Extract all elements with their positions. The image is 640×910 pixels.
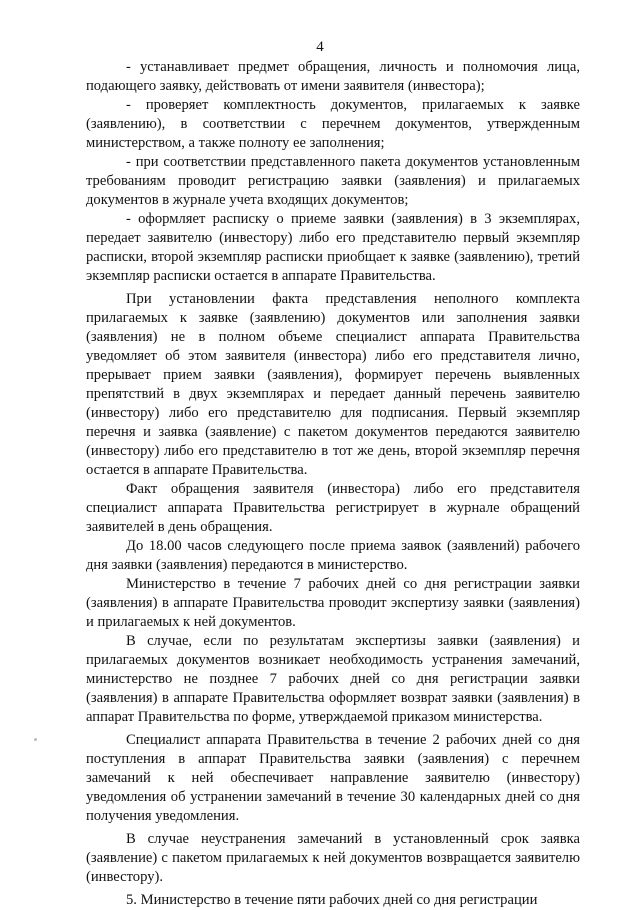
paragraph-transfer-deadline: До 18.00 часов следующего после приема заявок (заявлений) рабочего дня заявки (заявления) передаются в министерство.: [86, 538, 580, 573]
scan-speck: [34, 738, 37, 741]
paragraph-expertise: Министерство в течение 7 рабочих дней со дня регистрации заявки (заявления) в аппарате Правительства проводит экспертизу заявки (заявления) и прилагаемых к ней документов.: [86, 576, 580, 630]
paragraph-list-item-4: - оформляет расписку о приеме заявки (заявления) в 3 экземплярах, передает заявителю (инвестору) либо его представителю первый экземпляр расписки, второй экземпляр расписки приобщает к заявке (заявлению), третий экземпляр расписки остается в аппарате Правительства.: [86, 211, 580, 284]
paragraph-list-item-2: - проверяет комплектность документов, прилагаемых к заявке (заявлению), в соответствии с перечнем документов, утвержденным министерством, а также полноту ее заполнения;: [86, 97, 580, 151]
page-number: 4: [316, 39, 324, 55]
paragraph-incomplete-package: При установлении факта представления неполного комплекта прилагаемых к заявке (заявлению) документов или заполнения заявки (заявления) не в полном объеме специалист аппарата Правительства уведомляет об этом заявителя (инвестора) либо его представителя лично, прерывает прием заявки (заявления), формирует перечень выявленных препятствий в двух экземплярах и передает данный перечень заявителю (инвестору) либо его представителю для подписания. Первый экземпляр перечня и заявка (заявление) с пакетом документов передаются заявителю (инвестору) либо его представителю в тот же день, второй экземпляр перечня остается в аппарате Правительства.: [86, 291, 580, 478]
paragraph-list-item-1: - устанавливает предмет обращения, личность и полномочия лица, подающего заявку, действовать от имени заявителя (инвестора);: [86, 59, 580, 94]
paragraph-remarks-return: В случае, если по результатам экспертизы заявки (заявления) и прилагаемых документов возникает необходимость устранения замечаний, министерство не позднее 7 рабочих дней со дня регистрации заявки (заявления) в аппарате Правительства оформляет возврат заявки (заявления) в аппарат Правительства по форме, утверждаемой приказом министерства.: [86, 633, 580, 725]
paragraph-section-5: 5. Министерство в течение пяти рабочих дней со дня регистрации: [126, 892, 538, 908]
paragraph-non-elimination: В случае неустранения замечаний в установленный срок заявка (заявление) с пакетом прилагаемых к ней документов возвращается заявителю (инвестору).: [86, 831, 580, 885]
paragraph-list-item-3: - при соответствии представленного пакета документов установленным требованиям проводит регистрацию заявки (заявления) и прилагаемых документов в журнале учета входящих документов;: [86, 154, 580, 208]
paragraph-notification: Специалист аппарата Правительства в течение 2 рабочих дней со дня поступления в аппарат Правительства заявки (заявления) с перечнем замечаний к ней обеспечивает направление заявителю (инвестору) уведомления об устранении замечаний в течение 30 календарных дней со дня получения уведомления.: [86, 732, 580, 824]
document-body: [86, 58, 580, 910]
paragraph-registration-fact: Факт обращения заявителя (инвестора) либо его представителя специалист аппарата Правительства регистрирует в журнале обращений заявителей в день обращения.: [86, 481, 580, 535]
